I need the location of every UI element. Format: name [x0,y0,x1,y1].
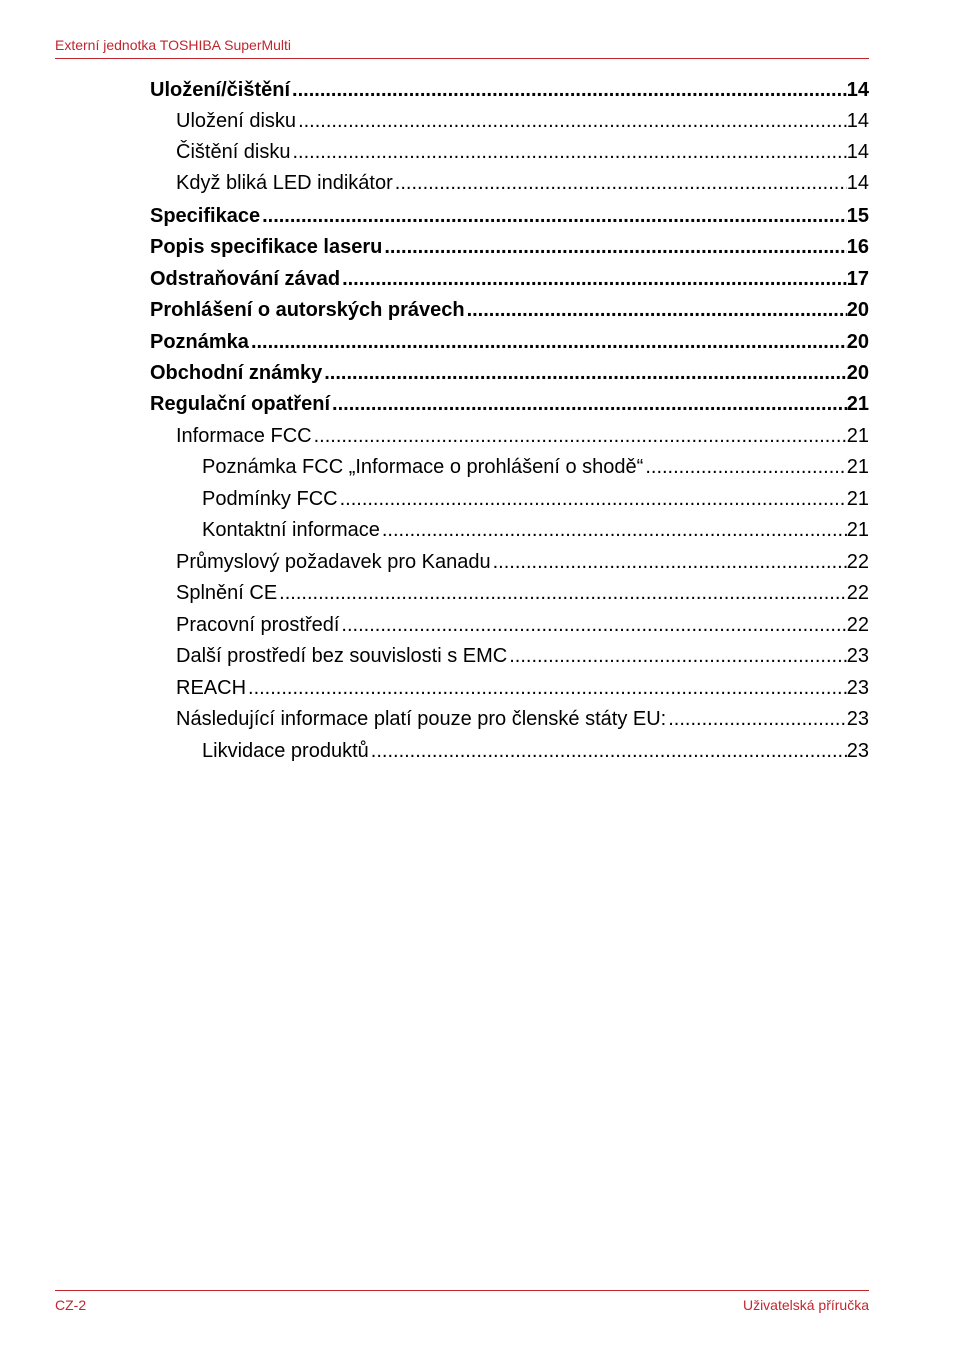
toc-dot-leader [340,265,847,293]
toc-entry[interactable] [176,169,869,197]
toc-dot-leader [339,611,846,639]
toc-entry[interactable] [176,579,869,607]
toc-entry-label: Regulační opatření [150,393,331,415]
toc-entry-page: 23 [846,708,869,730]
toc-entry-label: Uložení disku [176,110,297,132]
toc-entry-label: Pracovní prostředí [176,614,340,636]
toc-entry-label: Prohlášení o autorských právech [150,299,465,321]
toc-entry-label: Další prostředí bez souvislosti s EMC [176,645,508,667]
toc-entry-page: 20 [846,331,869,353]
toc-entry-label: Když bliká LED indikátor [176,172,393,194]
toc-dot-leader [330,390,847,418]
toc-dot-leader [322,359,847,387]
toc-entry-page: 21 [846,425,869,447]
toc-entry-page: 22 [846,614,869,636]
toc-entry[interactable] [176,107,869,135]
toc-dot-leader [338,485,847,513]
toc-entry-label: Podmínky FCC [202,488,338,510]
toc-entry[interactable] [150,296,869,324]
page-header [55,36,869,59]
toc-entry-page: 21 [846,488,869,510]
toc-dot-leader [246,674,847,702]
toc-entry[interactable] [176,705,869,733]
toc-entry-page: 23 [846,677,869,699]
toc-entry-page: 17 [846,268,869,290]
toc-entry-page: 20 [846,299,869,321]
toc-entry-label: Likvidace produktů [202,740,369,762]
toc-entry-label: Popis specifikace laseru [150,236,383,258]
toc-dot-leader [291,138,847,166]
toc-entry-label: Splnění CE [176,582,278,604]
toc-entry-label: REACH [176,677,247,699]
toc-entry[interactable] [150,390,869,418]
toc-entry-page: 14 [846,79,869,101]
toc-entry[interactable] [150,202,869,230]
toc-entry-label: Čištění disku [176,141,291,163]
toc-dot-leader [260,202,847,230]
toc-entry[interactable] [150,76,869,104]
toc-entry-page: 21 [846,456,869,478]
toc-entry[interactable] [176,422,869,450]
toc-dot-leader [249,328,847,356]
toc-entry-label: Uložení/čištění [150,79,291,101]
toc-entry[interactable] [150,233,869,261]
toc-entry-label: Kontaktní informace [202,519,380,541]
toc-entry[interactable] [202,737,869,765]
toc-entry[interactable] [176,138,869,166]
toc-dot-leader [666,705,847,733]
toc-entry[interactable] [150,359,869,387]
toc-entry[interactable] [176,611,869,639]
toc-entry[interactable] [150,328,869,356]
toc-entry-page: 15 [846,205,869,227]
toc-dot-leader [393,169,847,197]
toc-entry-label: Specifikace [150,205,261,227]
header-title: Externí jednotka TOSHIBA SuperMulti [55,37,292,53]
toc-entry-label: Následující informace platí pouze pro členské státy EU: [176,708,667,730]
toc-entry-label: Obchodní známky [150,362,323,384]
toc-dot-leader [290,76,847,104]
toc-entry-page: 22 [846,551,869,573]
toc-dot-leader [277,579,847,607]
toc-entry-page: 14 [846,110,869,132]
toc-entry[interactable] [176,642,869,670]
toc-dot-leader [507,642,847,670]
toc-entry[interactable] [202,453,869,481]
toc-entry-page: 16 [846,236,869,258]
toc-entry[interactable] [150,265,869,293]
toc-entry-page: 22 [846,582,869,604]
toc-entry[interactable] [202,516,869,544]
toc-entry-page: 14 [846,172,869,194]
toc-entry[interactable] [176,674,869,702]
toc-dot-leader [312,422,847,450]
toc-entry-label: Průmyslový požadavek pro Kanadu [176,551,491,573]
toc-dot-leader [296,107,847,135]
toc-dot-leader [382,233,846,261]
toc-entry[interactable] [176,548,869,576]
toc-entry-page: 14 [846,141,869,163]
footer-manual-title: Uživatelská příručka [742,1297,869,1313]
toc-entry-page: 20 [846,362,869,384]
footer-page-number: CZ-2 [55,1297,87,1313]
toc-entry-label: Poznámka FCC „Informace o prohlášení o shodě“ [202,456,644,478]
toc-entry-page: 21 [846,393,869,415]
toc-dot-leader [380,516,847,544]
toc-entry-label: Informace FCC [176,425,312,447]
page-footer [55,1290,869,1321]
toc-dot-leader [643,453,846,481]
toc-dot-leader [465,296,847,324]
toc-entry-page: 21 [846,519,869,541]
toc-entry-label: Poznámka [150,331,249,353]
toc-entry-page: 23 [846,740,869,762]
toc-entry-label: Odstraňování závad [150,268,341,290]
toc-dot-leader [369,737,847,765]
toc-entry[interactable] [202,485,869,513]
toc-entry-page: 23 [846,645,869,667]
toc-dot-leader [491,548,847,576]
